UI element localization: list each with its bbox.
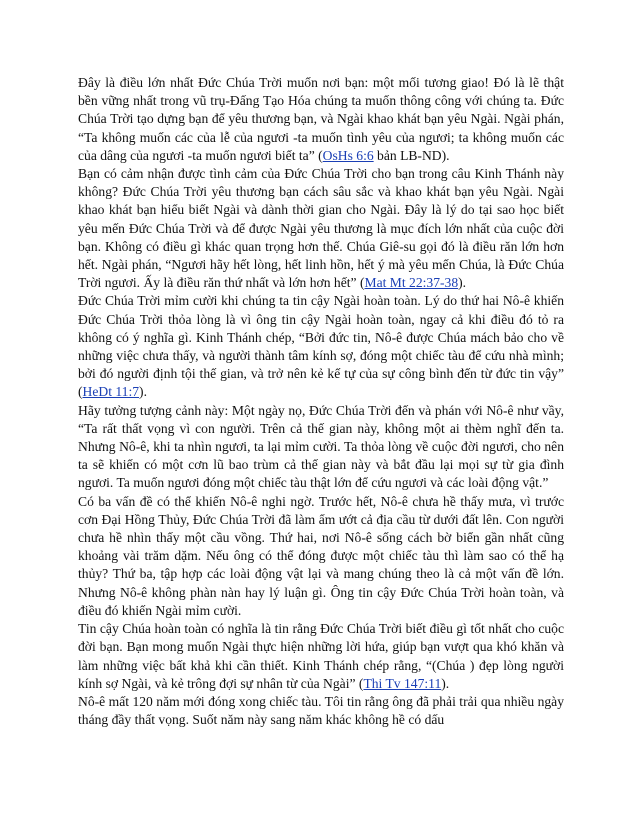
- scripture-link[interactable]: Mat Mt 22:37-38: [364, 275, 459, 291]
- paragraph-text: Nô-ê mất 120 năm mới đóng xong chiếc tàu. Tôi tin rằng ông đã phải trải qua nhiều ngày tháng đầy thất vọng. Suốt năm này sang năm khác không hề có dấu: [78, 693, 564, 728]
- paragraph-text: Tin cậy Chúa hoàn toàn có nghĩa là tin rằng Đức Chúa Trời biết điều gì tốt nhất cho cuộc đời bạn. Bạn mong muốn Ngài thực hiện những lời hứa, giúp bạn vượt qua khó khăn và làm những việc bất khả khi cần thiết. Kinh Thánh chép rằng, “(Chúa ) đẹp lòng người kính sợ Ngài, và kẻ trông đợi sự nhân từ của Ngài” (: [78, 621, 564, 691]
- paragraph-1: [78, 74, 564, 165]
- paragraph-2: [78, 165, 564, 292]
- paragraph-text: Bạn có cảm nhận được tình cảm của Đức Chúa Trời cho bạn trong câu Kinh Thánh này không? Đức Chúa Trời yêu thương bạn cách sâu sắc và khao khát bạn yêu Ngài. Ngài khao khát bạn hiểu biết Ngài và dành thời gian cho Ngài. Đây là lý do tại sao học biết yêu mến Đức Chúa Trời và để được Ngài yêu thương là mục đích lớn nhất của cuộc đời bạn. Không có điều gì khác quan trọng hơn thế. Chúa Giê-su gọi đó là điều răn lớn hơn hết. Ngài phán, “Ngươi hãy hết lòng, hết linh hồn, hết ý mà yêu mến Chúa, là Đức Chúa Trời ngươi. Ấy là điều răn thứ nhất và lớn hơn hết” (: [78, 166, 564, 291]
- paragraph-text: Hãy tưởng tượng cảnh này: Một ngày nọ, Đức Chúa Trời đến và phán với Nô-ê như vầy, “Ta rất thất vọng vì con người. Trên cả thế gian này, không một ai thèm nghĩ đến ta. Nhưng Nô-ê, khi ta nhìn ngươi, ta lại mỉm cười. Ta thỏa lòng về cuộc đời ngươi, cho nên ta sẽ khiến có một cơn lũ bao trùm cả thế gian này và bắt đầu lại mọi sự từ gia đình ngươi. Ta muốn ngươi đóng một chiếc tàu thật lớn để cứu ngươi và các loài động vật.”: [78, 402, 564, 491]
- paragraph-4: [78, 402, 564, 493]
- paragraph-6: [78, 620, 564, 693]
- paragraph-text: bản LB-ND).: [373, 147, 450, 163]
- document-page: [78, 74, 564, 729]
- paragraph-text: ).: [139, 384, 147, 400]
- paragraph-3: [78, 292, 564, 401]
- scripture-link[interactable]: Thi Tv 147:11: [363, 675, 442, 691]
- paragraph-text: ).: [458, 275, 467, 291]
- paragraph-text: Đây là điều lớn nhất Đức Chúa Trời muốn nơi bạn: một mối tương giao! Đó là lẽ thật bền vững nhất trong vũ trụ-Đấng Tạo Hóa chúng ta muốn thông công với chúng ta. Đức Chúa Trời tạo dựng bạn để yêu thương bạn, và Ngài khao khát bạn yêu Ngài. Ngài phán, “Ta không muốn các của lễ của ngươi -ta muốn tình yêu của ngươi; ta không muốn các của dâng của ngươi -ta muốn ngươi biết ta” (: [78, 75, 564, 163]
- paragraph-7: [78, 693, 564, 729]
- paragraph-text: ).: [441, 675, 450, 691]
- paragraph-text: Có ba vấn đề có thể khiến Nô-ê nghi ngờ. Trước hết, Nô-ê chưa hề thấy mưa, vì trước cơn Đại Hồng Thủy, Đức Chúa Trời đã làm ẩm ướt cả địa cầu từ dưới đất lên. Con người chưa hề nhìn thấy một cầu vồng. Thứ hai, nơi Nô-ê sống cách bờ biển gần nhất cũng khoảng vài trăm dặm. Nếu ông có thể đóng được một chiếc tàu thì làm sao có thể hạ thủy? Thứ ba, tập hợp các loài động vật lại và mang chúng theo là cả một vấn đề lớn. Nhưng Nô-ê không phàn nàn hay lý luận gì. Ông tin cậy Đức Chúa Trời hoàn toàn, và điều đó khiến Ngài mỉm cười.: [78, 493, 564, 618]
- paragraph-5: [78, 493, 564, 620]
- scripture-link[interactable]: HeDt 11:7: [82, 384, 140, 400]
- scripture-link[interactable]: OsHs 6:6: [322, 147, 374, 163]
- paragraph-text: Đức Chúa Trời mỉm cười khi chúng ta tin cậy Ngài hoàn toàn. Lý do thứ hai Nô-ê khiến Đức Chúa Trời thỏa lòng là vì ông tin cậy Ngài hoàn toàn, ngay cả khi điều đó tỏ ra không có ý nghĩa gì. Kinh Thánh chép, “Bởi đức tin, Nô-ê được Chúa mách bảo cho về những việc chưa thấy, và người thành tâm kính sợ, đóng một chiếc tàu để cứu nhà mình; bởi đó người định tội thế gian, và trở nên kẻ kế tự của sự công bình đến từ đức tin vậy” (: [78, 293, 564, 400]
